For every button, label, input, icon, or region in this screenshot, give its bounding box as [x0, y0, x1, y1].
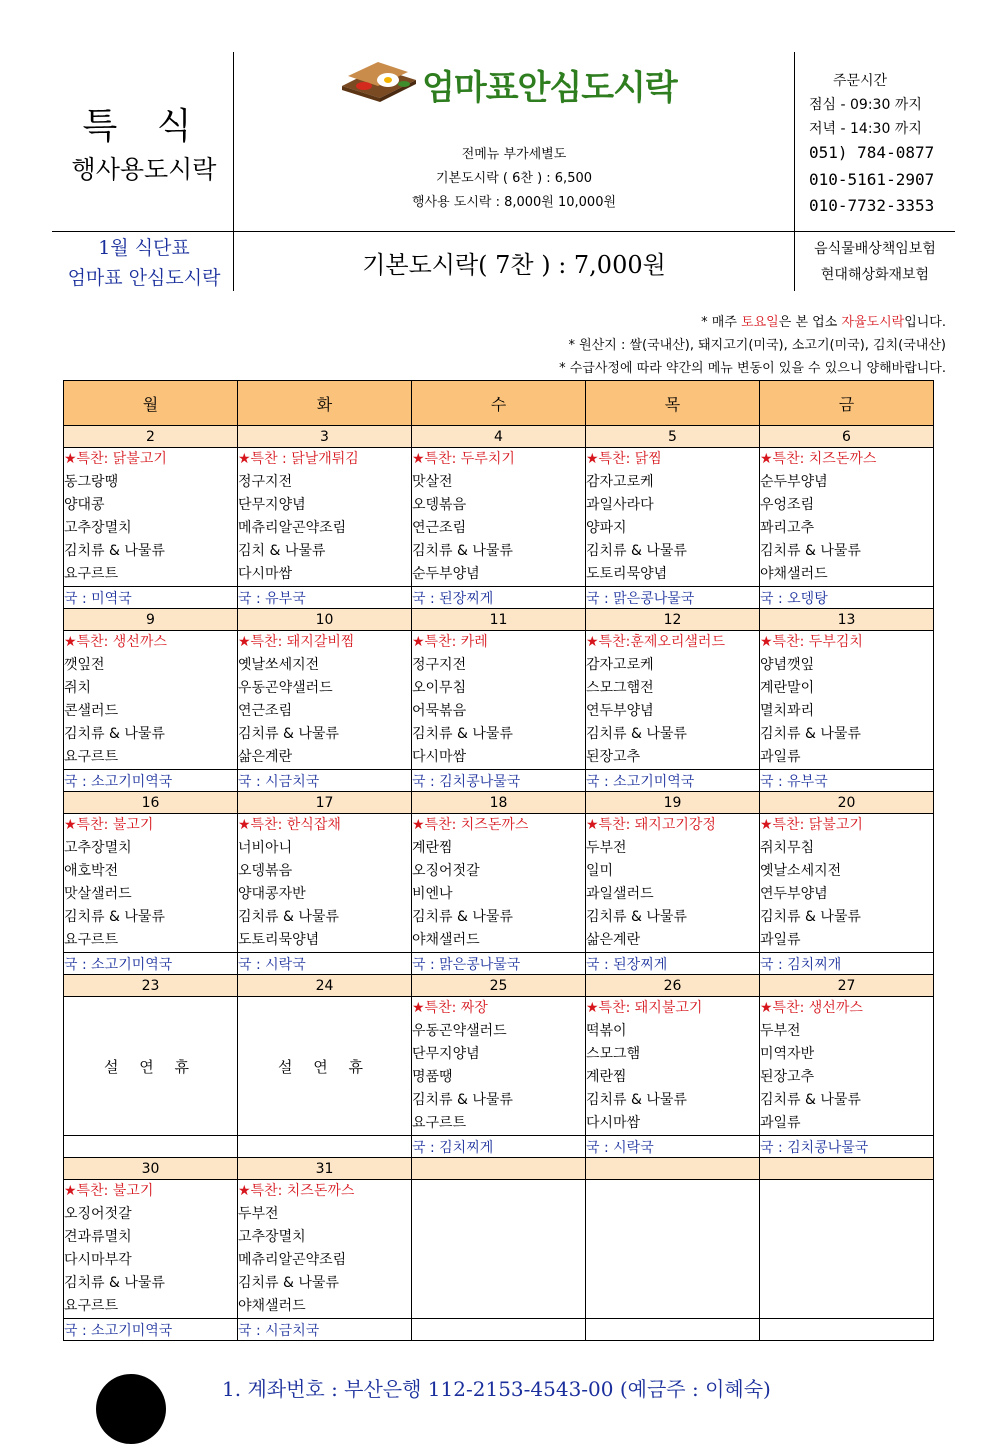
special-dish: ★특찬: 한식잡채	[238, 817, 341, 833]
order-time-title: 주문시간	[832, 73, 888, 89]
menu-row	[64, 631, 934, 770]
menu-cell	[586, 448, 760, 587]
side-dish: 감자고로케	[586, 657, 654, 673]
menu-cell	[238, 631, 412, 770]
date-cell: 20	[760, 792, 934, 814]
side-dish: 김치류 & 나물류	[586, 909, 687, 925]
side-dish: 양대콩	[64, 497, 105, 513]
soup-cell	[412, 1319, 586, 1341]
menu-cell	[760, 631, 934, 770]
special-dish: ★특찬: 불고기	[64, 1183, 154, 1199]
side-dish: 김치류 & 나물류	[760, 1092, 861, 1108]
side-dish: 오뎅볶음	[238, 863, 293, 879]
menu-cell	[64, 814, 238, 953]
side-dish: 깻잎전	[64, 657, 105, 673]
date-row	[64, 609, 934, 631]
menu-row	[64, 448, 934, 587]
side-dish: 김치류 & 나물류	[586, 1092, 687, 1108]
soup-cell	[64, 1136, 238, 1158]
special-dish: ★특찬: 생선까스	[760, 1000, 863, 1016]
soup-cell: 국 : 유부국	[760, 770, 934, 792]
side-dish: 메츄리알곤약조림	[238, 1252, 347, 1268]
side-dish: 견과류멸치	[64, 1229, 132, 1245]
note-changes: * 수급사정에 따라 약간의 메뉴 변동이 있을 수 있으니 양해바랍니다.	[559, 361, 946, 376]
special-dish: ★특찬: 돼지불고기	[586, 1000, 703, 1016]
header-divider-horizontal	[52, 231, 955, 232]
date-cell: 30	[64, 1158, 238, 1180]
weekday-header-row	[64, 381, 934, 426]
side-dish: 고추장멸치	[64, 840, 132, 856]
side-dish: 쥐치무침	[760, 840, 815, 856]
side-dish: 단무지양념	[238, 497, 306, 513]
menu-body	[64, 426, 934, 1341]
date-row	[64, 792, 934, 814]
note-text: 은 본 업소	[778, 315, 842, 330]
side-dish: 연두부양념	[586, 703, 654, 719]
side-dish: 김치류 & 나물류	[64, 543, 165, 559]
special-dish: ★특찬 : 닭날개튀김	[238, 451, 359, 467]
side-dish: 우동곤약샐러드	[238, 680, 333, 696]
date-cell: 18	[412, 792, 586, 814]
soup-row	[64, 953, 934, 975]
side-dish: 고추장멸치	[64, 520, 132, 536]
soup-cell: 국 : 맑은콩나물국	[412, 953, 586, 975]
date-cell: 10	[238, 609, 412, 631]
date-cell: 31	[238, 1158, 412, 1180]
side-dish: 김치류 & 나물류	[238, 909, 339, 925]
account-info: 1. 계좌번호 : 부산은행 112-2153-4543-00 (예금주 : 이혜숙)	[222, 1377, 771, 1401]
side-dish: 옛날소세지전	[760, 863, 842, 879]
soup-cell: 국 : 맑은콩나물국	[586, 587, 760, 609]
weekday-thu: 목	[586, 381, 760, 426]
special-dish: ★특찬: 두루치기	[412, 451, 515, 467]
soup-cell	[586, 1319, 760, 1341]
side-dish: 두부전	[760, 1023, 801, 1039]
holiday-cell: 설 연 휴	[64, 997, 238, 1136]
date-cell: 6	[760, 426, 934, 448]
title-main: 특 식	[82, 106, 206, 147]
side-dish: 두부전	[238, 1206, 279, 1222]
title-sub: 행사용도시락	[71, 155, 217, 184]
menu-cell	[760, 997, 934, 1136]
side-dish: 명품땡	[412, 1069, 453, 1085]
soup-cell	[760, 1319, 934, 1341]
date-cell: 2	[64, 426, 238, 448]
special-dish: ★특찬: 치즈돈까스	[760, 451, 877, 467]
soup-cell: 국 : 시락국	[238, 953, 412, 975]
side-dish: 과일류	[760, 1115, 801, 1131]
soup-row	[64, 1136, 934, 1158]
side-dish: 일미	[586, 863, 614, 879]
weekday-wed: 수	[412, 381, 586, 426]
side-dish: 동그랑땡	[64, 474, 119, 490]
side-dish: 비엔나	[412, 886, 453, 902]
side-dish: 순두부양념	[412, 566, 480, 582]
soup-cell: 국 : 시금치국	[238, 1319, 412, 1341]
special-dish: ★특찬: 닭찜	[586, 451, 662, 467]
side-dish: 다시마부각	[64, 1252, 132, 1268]
menu-cell	[238, 814, 412, 953]
date-cell: 19	[586, 792, 760, 814]
side-dish: 김치류 & 나물류	[64, 726, 165, 742]
side-dish: 연근조림	[412, 520, 467, 536]
side-dish: 과일류	[760, 749, 801, 765]
special-dish: ★특찬: 닭불고기	[760, 817, 863, 833]
date-cell: 5	[586, 426, 760, 448]
note-highlight: 자율도시락	[841, 315, 905, 330]
side-dish: 김치류 & 나물류	[586, 543, 687, 559]
side-dish: 김치류 & 나물류	[760, 726, 861, 742]
side-dish: 김치류 & 나물류	[64, 1275, 165, 1291]
soup-row	[64, 770, 934, 792]
special-dish: ★특찬: 돼지갈비찜	[238, 634, 355, 650]
menu-cell	[586, 1180, 760, 1319]
side-dish: 요구르트	[64, 749, 119, 765]
note-text: 입니다.	[904, 315, 946, 330]
menu-month: 1월 식단표	[98, 237, 190, 259]
soup-cell: 국 : 김치콩나물국	[760, 1136, 934, 1158]
soup-cell: 국 : 소고기미역국	[64, 1319, 238, 1341]
side-dish: 두부전	[586, 840, 627, 856]
menu-cell	[760, 448, 934, 587]
info-basic: 기본도시락 ( 6찬 ) : 6,500	[435, 171, 593, 186]
side-dish: 과일사라다	[586, 497, 654, 513]
soup-cell: 국 : 된장찌게	[412, 587, 586, 609]
phone-2: 010-5161-2907	[809, 170, 935, 189]
date-cell: 13	[760, 609, 934, 631]
menu-brand: 엄마표 안심도시락	[67, 267, 221, 289]
side-dish: 우엉조림	[760, 497, 815, 513]
side-dish: 계란찜	[412, 840, 453, 856]
weekday-tue: 화	[238, 381, 412, 426]
menu-cell	[586, 814, 760, 953]
side-dish: 김치류 & 나물류	[760, 909, 861, 925]
side-dish: 콘샐러드	[64, 703, 119, 719]
side-dish: 다시마쌈	[586, 1115, 641, 1131]
date-cell: 9	[64, 609, 238, 631]
side-dish: 스모그햄전	[586, 680, 654, 696]
menu-row	[64, 997, 934, 1136]
special-dish: ★특찬: 치즈돈까스	[412, 817, 529, 833]
date-row	[64, 426, 934, 448]
note-text: * 매주	[701, 315, 742, 330]
date-cell: 11	[412, 609, 586, 631]
soup-cell: 국 : 미역국	[64, 587, 238, 609]
menu-cell	[586, 631, 760, 770]
side-dish: 양대콩자반	[238, 886, 306, 902]
side-dish: 삶은계란	[586, 932, 641, 948]
menu-cell	[586, 997, 760, 1136]
side-dish: 연두부양념	[760, 886, 828, 902]
soup-cell: 국 : 김치찌게	[412, 1136, 586, 1158]
menu-cell	[412, 814, 586, 953]
soup-cell: 국 : 된장찌게	[586, 953, 760, 975]
side-dish: 연근조림	[238, 703, 293, 719]
phone-3: 010-7732-3353	[809, 196, 935, 215]
side-dish: 김치류 & 나물류	[412, 543, 513, 559]
side-dish: 감자고로케	[586, 474, 654, 490]
side-dish: 오징어젓갈	[64, 1206, 132, 1222]
menu-row	[64, 1180, 934, 1319]
side-dish: 된장고추	[760, 1069, 815, 1085]
side-dish: 멸치꽈리	[760, 703, 815, 719]
special-dish: ★특찬: 두부김치	[760, 634, 863, 650]
side-dish: 김치류 & 나물류	[238, 1275, 339, 1291]
side-dish: 계란말이	[760, 680, 815, 696]
special-dish: ★특찬: 짜장	[412, 1000, 488, 1016]
menu-cell	[64, 631, 238, 770]
side-dish: 야채샐러드	[760, 566, 828, 582]
side-dish: 된장고추	[586, 749, 641, 765]
logo-text: 엄마표안심도시락	[422, 68, 677, 108]
order-dinner: 저녁 - 14:30 까지	[809, 121, 922, 137]
side-dish: 다시마쌈	[238, 566, 293, 582]
side-dish: 삶은계란	[238, 749, 293, 765]
side-dish: 도토리묵양념	[586, 566, 668, 582]
menu-cell	[64, 448, 238, 587]
side-dish: 도토리묵양념	[238, 932, 320, 948]
side-dish: 맛살전	[412, 474, 453, 490]
side-dish: 애호박전	[64, 863, 119, 879]
date-cell: 25	[412, 975, 586, 997]
holiday-cell: 설 연 휴	[238, 997, 412, 1136]
side-dish: 김치류 & 나물류	[412, 726, 513, 742]
side-dish: 요구르트	[64, 1298, 119, 1314]
date-cell: 16	[64, 792, 238, 814]
side-dish: 김치류 & 나물류	[412, 909, 513, 925]
soup-cell: 국 : 소고기미역국	[586, 770, 760, 792]
info-vat: 전메뉴 부가세별도	[461, 147, 567, 162]
side-dish: 떡볶이	[586, 1023, 627, 1039]
note-saturday	[701, 311, 946, 330]
side-dish: 김치류 & 나물류	[586, 726, 687, 742]
side-dish: 단무지양념	[412, 1046, 480, 1062]
date-cell: 3	[238, 426, 412, 448]
soup-cell: 국 : 김치찌개	[760, 953, 934, 975]
side-dish: 꽈리고추	[760, 520, 815, 536]
menu-cell	[412, 631, 586, 770]
menu-cell	[238, 448, 412, 587]
date-cell: 17	[238, 792, 412, 814]
side-dish: 김치류 & 나물류	[64, 909, 165, 925]
soup-cell: 국 : 오뎅탕	[760, 587, 934, 609]
side-dish: 요구르트	[64, 566, 119, 582]
menu-cell	[64, 1180, 238, 1319]
side-dish: 양념깻잎	[760, 657, 815, 673]
date-cell	[586, 1158, 760, 1180]
date-cell: 27	[760, 975, 934, 997]
side-dish: 오징어젓갈	[412, 863, 480, 879]
soup-cell: 국 : 시금치국	[238, 770, 412, 792]
basic-price: 기본도시락( 7찬 ) : 7,000원	[362, 251, 666, 279]
special-dish: ★특찬:훈제오리샐러드	[586, 634, 725, 650]
menu-row	[64, 814, 934, 953]
date-row	[64, 1158, 934, 1180]
side-dish: 계란찜	[586, 1069, 627, 1085]
side-dish: 어묵볶음	[412, 703, 467, 719]
side-dish: 메츄리알곤약조림	[238, 520, 347, 536]
special-dish: ★특찬: 치즈돈까스	[238, 1183, 355, 1199]
side-dish: 너비아니	[238, 840, 293, 856]
side-dish: 김치류 & 나물류	[412, 1092, 513, 1108]
note-highlight: 토요일	[741, 315, 779, 330]
weekday-mon: 월	[64, 381, 238, 426]
soup-cell: 국 : 김치콩나물국	[412, 770, 586, 792]
side-dish: 과일류	[760, 932, 801, 948]
side-dish: 과일샐러드	[586, 886, 654, 902]
side-dish: 정구지전	[238, 474, 293, 490]
soup-row	[64, 1319, 934, 1341]
side-dish: 정구지전	[412, 657, 467, 673]
date-cell: 23	[64, 975, 238, 997]
side-dish: 오뎅볶음	[412, 497, 467, 513]
date-row	[64, 975, 934, 997]
date-cell	[412, 1158, 586, 1180]
side-dish: 양파지	[586, 520, 627, 536]
menu-cell	[412, 997, 586, 1136]
insurance-2: 현대해상화재보험	[820, 267, 930, 283]
date-cell	[760, 1158, 934, 1180]
soup-cell: 국 : 소고기미역국	[64, 770, 238, 792]
weekday-fri: 금	[760, 381, 934, 426]
lunchbox-icon	[338, 56, 420, 102]
soup-cell: 국 : 유부국	[238, 587, 412, 609]
side-dish: 요구르트	[412, 1115, 467, 1131]
side-dish: 오이무침	[412, 680, 467, 696]
side-dish: 쥐치	[64, 680, 92, 696]
side-dish: 요구르트	[64, 932, 119, 948]
side-dish: 김치류 & 나물류	[238, 726, 339, 742]
soup-cell	[238, 1136, 412, 1158]
phone-1: 051) 784-0877	[809, 143, 935, 162]
date-cell: 12	[586, 609, 760, 631]
side-dish: 다시마쌈	[412, 749, 467, 765]
menu-cell	[760, 814, 934, 953]
side-dish: 스모그햄	[586, 1046, 641, 1062]
info-event: 행사용 도시락 : 8,000원 10,000원	[411, 195, 617, 210]
menu-cell	[412, 1180, 586, 1319]
side-dish: 순두부양념	[760, 474, 828, 490]
insurance-1: 음식물배상책임보험	[814, 241, 936, 257]
soup-cell: 국 : 시락국	[586, 1136, 760, 1158]
logo	[338, 56, 688, 106]
side-dish: 야채샐러드	[412, 932, 480, 948]
side-dish: 김치 & 나물류	[238, 543, 326, 559]
order-lunch: 점심 - 09:30 까지	[809, 97, 922, 113]
side-dish: 미역자반	[760, 1046, 815, 1062]
date-cell: 26	[586, 975, 760, 997]
side-dish: 맛살샐러드	[64, 886, 132, 902]
menu-table	[63, 380, 934, 1341]
avatar	[96, 1374, 166, 1444]
side-dish: 우동곤약샐러드	[412, 1023, 507, 1039]
side-dish: 김치류 & 나물류	[760, 543, 861, 559]
special-dish: ★특찬: 돼지고기강정	[586, 817, 716, 833]
special-dish: ★특찬: 닭불고기	[64, 451, 167, 467]
special-dish: ★특찬: 생선까스	[64, 634, 167, 650]
note-origin: * 원산지 : 쌀(국내산), 돼지고기(미국), 소고기(미국), 김치(국내산)	[568, 338, 946, 353]
soup-cell: 국 : 소고기미역국	[64, 953, 238, 975]
date-cell: 4	[412, 426, 586, 448]
special-dish: ★특찬: 불고기	[64, 817, 154, 833]
menu-cell	[238, 1180, 412, 1319]
menu-cell	[760, 1180, 934, 1319]
side-dish: 옛날쏘세지전	[238, 657, 320, 673]
date-cell: 24	[238, 975, 412, 997]
side-dish: 야채샐러드	[238, 1298, 306, 1314]
menu-cell	[412, 448, 586, 587]
special-dish: ★특찬: 카레	[412, 634, 488, 650]
soup-row	[64, 587, 934, 609]
side-dish: 고추장멸치	[238, 1229, 306, 1245]
